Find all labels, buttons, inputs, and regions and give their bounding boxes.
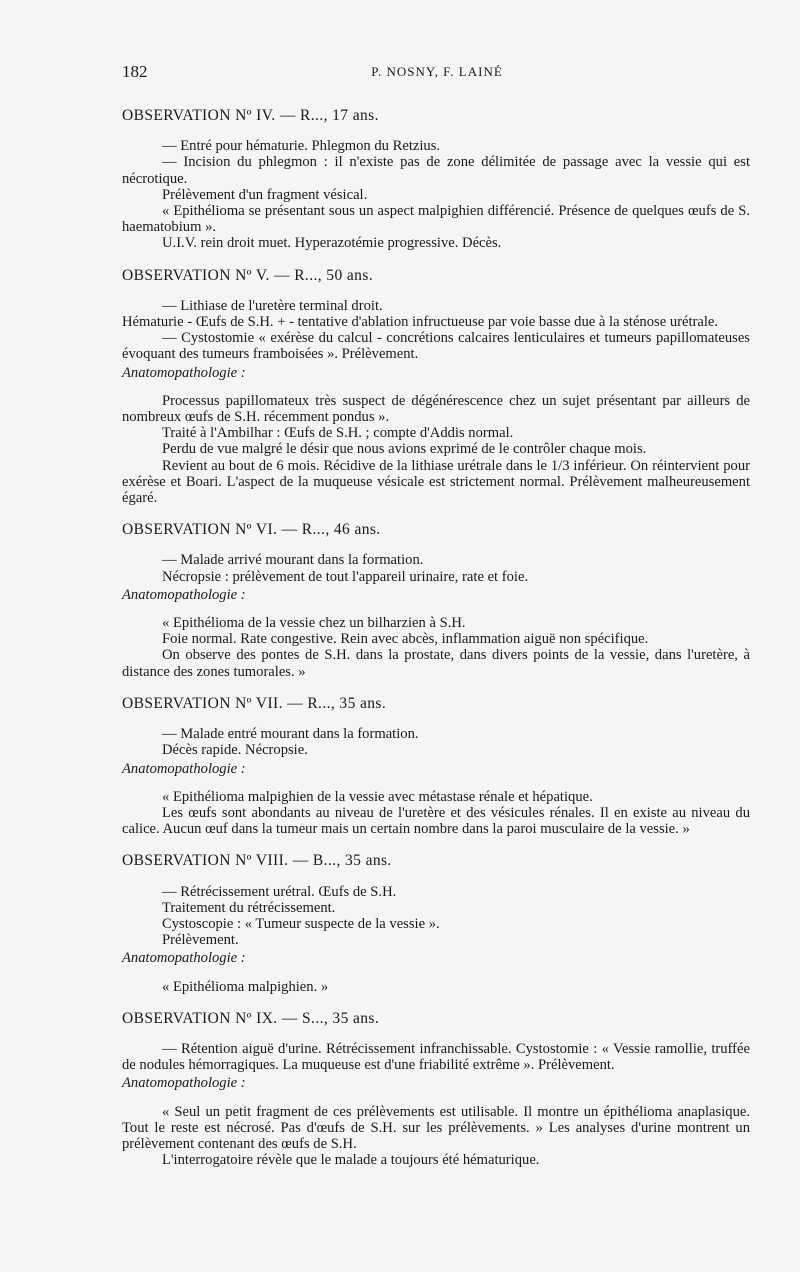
paragraph: — Rétrécissement urétral. Œufs de S.H. xyxy=(162,883,397,900)
page-number: 182 xyxy=(122,62,148,81)
observation-heading: OBSERVATION Nº IX. — S..., 35 ans. xyxy=(122,1009,380,1027)
paragraph: « Epithélioma malpighien. » xyxy=(162,978,329,995)
paragraph: — Cystostomie « exérèse du calcul - concrétions calcaires lenticulaires et tumeurs papillomateuses évoquant des tumeurs framboisées ». Prélèvement. xyxy=(122,330,750,363)
paragraph: Processus papillomateux très suspect de dégénérescence chez un sujet présentant par ailleurs de nombreux œufs de S.H. récemment pondus ». xyxy=(122,392,750,426)
observation-9 xyxy=(122,1011,750,1169)
observation-heading: OBSERVATION Nº VI. — R..., 46 ans. xyxy=(122,521,381,539)
observation-6 xyxy=(122,522,750,680)
paragraph: Traitement du rétrécissement. xyxy=(162,899,336,916)
observation-8 xyxy=(122,853,750,994)
observation-7 xyxy=(122,696,750,837)
anatomopathologie-label: Anatomopathologie : xyxy=(122,364,246,381)
paragraph: — Lithiase de l'uretère terminal droit. xyxy=(162,297,383,314)
paragraph: Prélèvement. xyxy=(162,932,239,949)
paragraph: — Malade arrivé mourant dans la formation. xyxy=(162,552,424,569)
observation-heading: OBSERVATION Nº VII. — R..., 35 ans. xyxy=(122,694,387,712)
observation-heading: OBSERVATION Nº IV. — R..., 17 ans. xyxy=(122,107,379,124)
paragraph: On observe des pontes de S.H. dans la prostate, dans divers points de la vessie, dans l'uretère, à distance des zones tumorales. » xyxy=(122,647,750,680)
running-head: P. NOSNY, F. LAINÉ xyxy=(371,64,503,79)
paragraph: — Incision du phlegmon : il n'existe pas de zone délimitée de passage avec la vessie qui est nécrotique. xyxy=(122,154,750,187)
paragraph: U.I.V. rein droit muet. Hyperazotémie progressive. Décès. xyxy=(162,235,502,252)
paragraph: L'interrogatoire révèle que le malade a toujours été hématurique. xyxy=(162,1152,540,1169)
paragraph: — Rétention aiguë d'urine. Rétrécissement infranchissable. Cystostomie : « Vessie ramollie, truffée de nodules hémorragiques. La muqueuse est d'une friabilité extrême ». Prélèvement. xyxy=(122,1040,750,1074)
anatomopathologie-label: Anatomopathologie : xyxy=(122,586,246,603)
paragraph: — Entré pour hématurie. Phlegmon du Retzius. xyxy=(162,138,441,155)
observation-4 xyxy=(122,108,750,252)
paragraph: Foie normal. Rate congestive. Rein avec abcès, inflammation aiguë non spécifique. xyxy=(162,631,649,648)
observation-heading: OBSERVATION Nº V. — R..., 50 ans. xyxy=(122,266,374,284)
observation-heading: OBSERVATION Nº VIII. — B..., 35 ans. xyxy=(122,852,392,870)
paragraph: Hématurie - Œufs de S.H. + - tentative d'ablation infructueuse par voie basse due à la sténose urétrale. xyxy=(122,314,719,331)
paragraph: « Epithélioma se présentant sous un aspect malpighien différencié. Présence de quelques œufs de S. haematobium ». xyxy=(122,203,750,236)
anatomopathologie-label: Anatomopathologie : xyxy=(122,950,246,967)
paragraph: « Seul un petit fragment de ces prélèvements est utilisable. Il montre un épithélioma anaplasique. Tout le reste est nécrosé. Pas d'œufs de S.H. sur les prélèvements. » Les analyses d'urine montrent un prélèvement contenant des œufs de S.H. xyxy=(122,1103,750,1152)
paragraph: Décès rapide. Nécropsie. xyxy=(162,742,308,759)
paragraph: « Epithélioma de la vessie chez un bilharzien à S.H. xyxy=(162,615,466,632)
paragraph: « Epithélioma malpighien de la vessie avec métastase rénale et hépatique. xyxy=(162,788,593,805)
paragraph: Cystoscopie : « Tumeur suspecte de la vessie ». xyxy=(162,915,440,932)
paragraph: — Malade entré mourant dans la formation. xyxy=(162,726,419,743)
paragraph: Prélèvement d'un fragment vésical. xyxy=(162,186,368,203)
paragraph: Les œufs sont abondants au niveau de l'uretère et des vésicules rénales. Il en existe au niveau du calice. Aucun œuf dans la tumeur mais un certain nombre dans la paroi musculaire de la vessie. » xyxy=(122,804,750,838)
anatomopathologie-label: Anatomopathologie : xyxy=(122,1075,246,1092)
page-body xyxy=(122,108,750,1184)
paragraph: Traité à l'Ambilhar : Œufs de S.H. ; compte d'Addis normal. xyxy=(162,425,514,442)
paragraph: Revient au bout de 6 mois. Récidive de la lithiase urétrale dans le 1/3 inférieur. On réintervient pour exérèse et Boari. L'aspect de la muqueuse vésicale est strictement normal. Prélèvement malheureusement égaré. xyxy=(122,457,750,507)
page-header xyxy=(122,62,752,84)
anatomopathologie-label: Anatomopathologie : xyxy=(122,760,246,777)
paragraph: Nécropsie : prélèvement de tout l'appareil urinaire, rate et foie. xyxy=(162,568,529,585)
paragraph: Perdu de vue malgré le désir que nous avions exprimé de le contrôler chaque mois. xyxy=(162,441,647,458)
observation-5 xyxy=(122,268,750,507)
